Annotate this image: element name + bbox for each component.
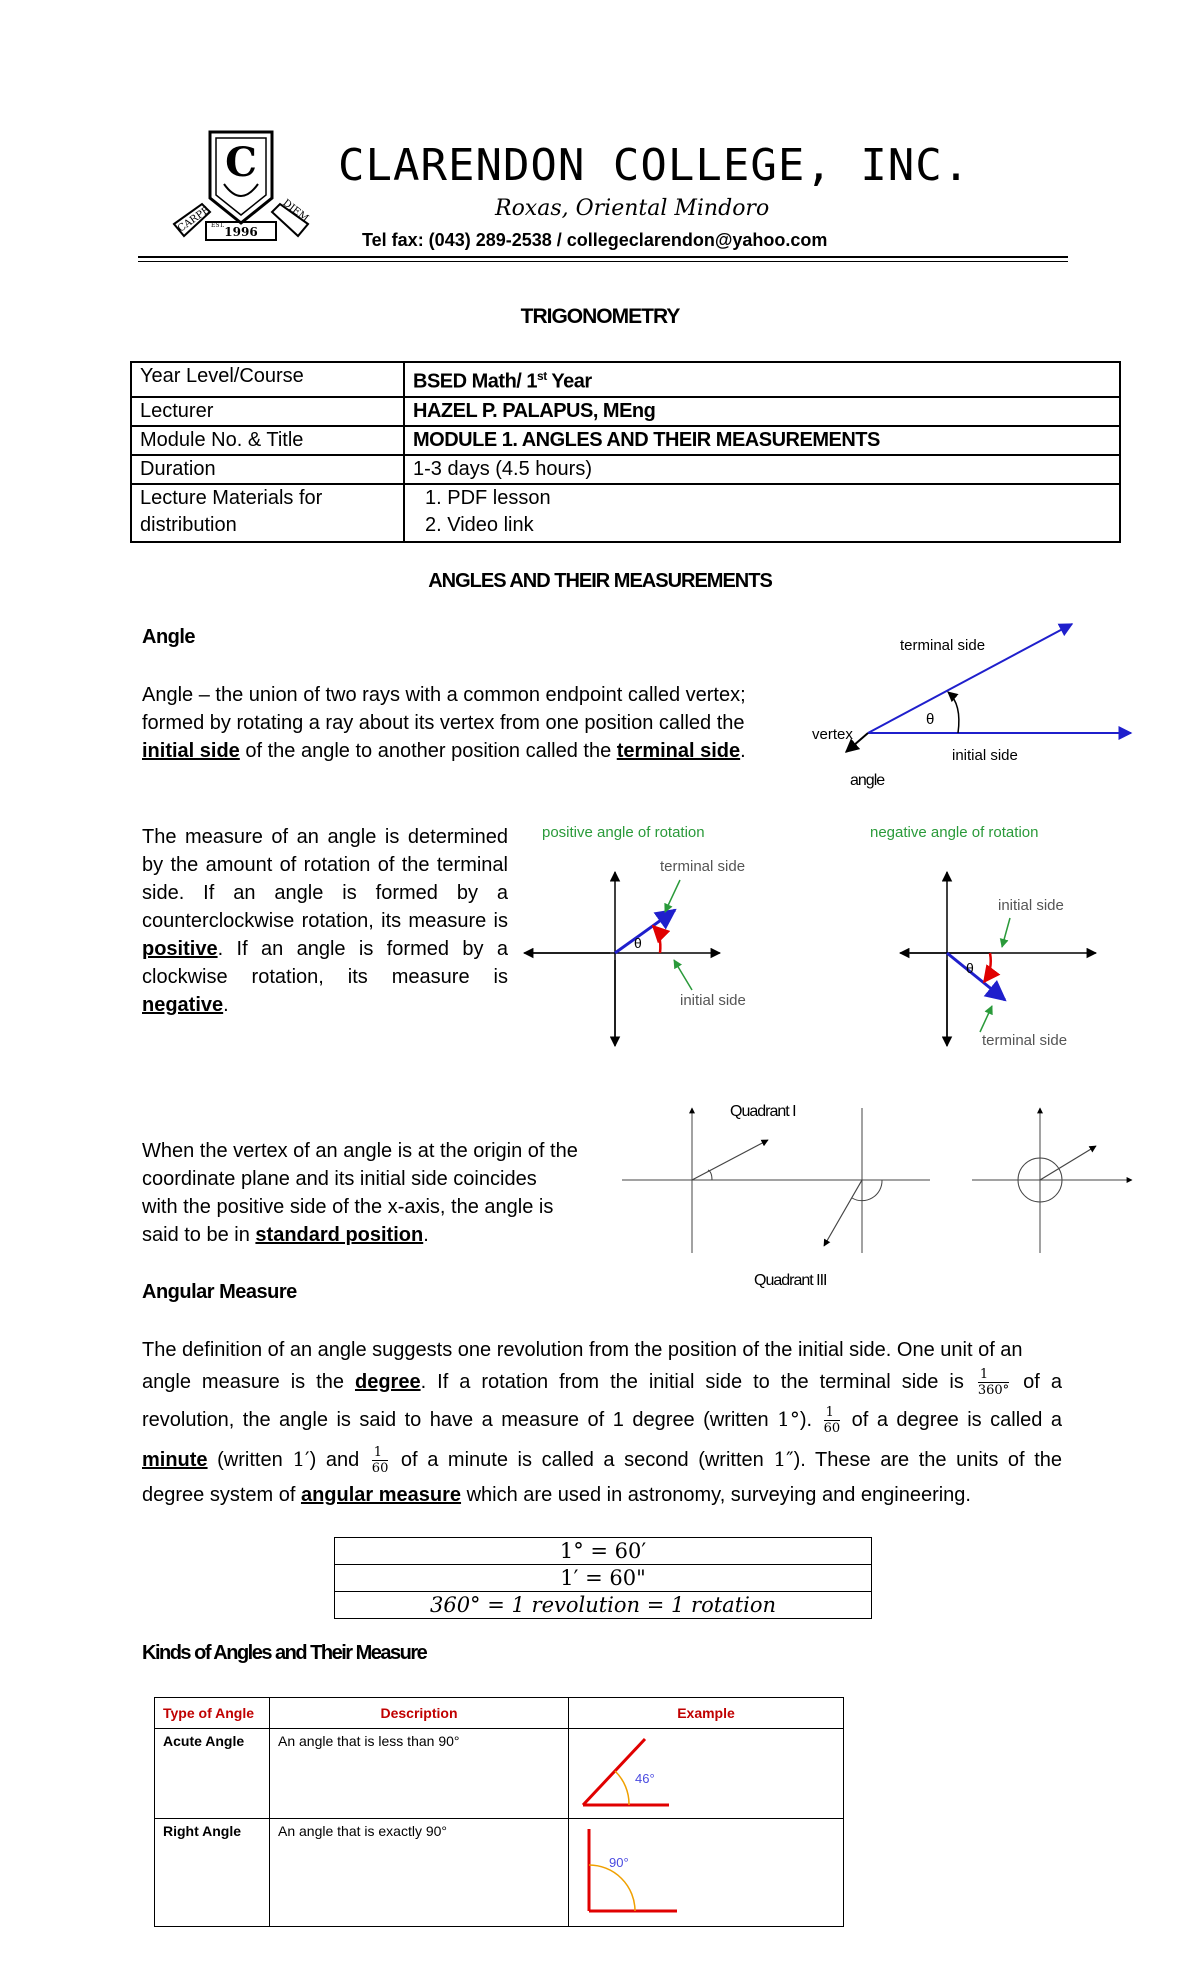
angle-def-line3 xyxy=(142,737,792,765)
angle-diagram xyxy=(806,612,1146,792)
year-level-value xyxy=(404,362,1120,397)
angular-line4 xyxy=(142,1445,1062,1481)
info-row-lecturer xyxy=(131,397,1120,426)
angular-line3-a: revolution, the angle is said to have a measure of 1 degree (written xyxy=(142,1409,778,1431)
logo-motto-right: DIEM xyxy=(280,197,311,225)
angular-measure-paragraph xyxy=(142,1336,1062,1509)
term-negative: negative xyxy=(142,994,224,1016)
term-minute: minute xyxy=(142,1449,208,1471)
neg-initial-pointer xyxy=(1002,918,1010,947)
materials-value xyxy=(404,484,1120,542)
module-label: Module No. & Title xyxy=(131,426,404,455)
fraction-1-60-b xyxy=(372,1445,389,1476)
neg-initial-label: initial side xyxy=(998,897,1064,914)
angular-line5-a: degree system of xyxy=(142,1484,301,1506)
angle-def-line1: Angle – the union of two rays with a common endpoint called vertex; xyxy=(142,684,746,706)
fraction-1-60-a-den: 60 xyxy=(823,1421,841,1437)
college-location: Roxas, Oriental Mindoro xyxy=(495,196,770,221)
pos-initial-pointer xyxy=(674,960,692,990)
fraction-1-60-b-den: 60 xyxy=(371,1461,389,1477)
angular-line4-c: of a minute is called a second (written xyxy=(391,1449,774,1471)
header-rule-thin xyxy=(138,261,1068,262)
angular-line4-b: ) and xyxy=(309,1449,369,1471)
pos-rotation-arc xyxy=(653,926,660,953)
kinds-heading: Kinds of Angles and Their Measure xyxy=(142,1642,427,1664)
angular-line3-b: ). xyxy=(799,1409,821,1431)
year-level-sup: st xyxy=(537,369,547,383)
angular-line4-d: ). These are the units of the xyxy=(793,1449,1062,1471)
negative-rotation-title: negative angle of rotation xyxy=(870,824,1039,841)
fraction-1-60-a-num: 1 xyxy=(824,1405,841,1421)
logo-letter: C xyxy=(225,139,257,186)
materials-label-line1: Lecture Materials for xyxy=(140,486,323,509)
term-initial-side: initial side xyxy=(142,740,240,762)
math-1-degree: 1° xyxy=(777,1407,800,1431)
angular-line4-a: (written xyxy=(207,1449,293,1471)
course-info-table xyxy=(130,361,1121,543)
rotation-arc xyxy=(948,692,959,733)
right-example xyxy=(569,1819,844,1927)
neg-terminal-ray xyxy=(947,953,1005,1000)
info-row-year xyxy=(131,362,1120,397)
rotation-text-2: . If an angle is formed by a clockwise rotation, its measure is xyxy=(142,938,508,988)
angular-line1: The definition of an angle suggests one revolution from the position of the initial side. One unit of an xyxy=(142,1339,1023,1361)
angular-measure-heading: Angular Measure xyxy=(142,1281,297,1303)
unit-row-degree: 1° = 60′ xyxy=(335,1538,872,1565)
angular-line2 xyxy=(142,1367,1062,1405)
acute-angle-figure xyxy=(569,1729,839,1815)
module-value: MODULE 1. ANGLES AND THEIR MEASUREMENTS xyxy=(404,426,1120,455)
duration-label: Duration xyxy=(131,455,404,484)
info-row-materials xyxy=(131,484,1120,542)
neg-terminal-label: terminal side xyxy=(982,1032,1068,1049)
standard-line2: coordinate plane and its initial side coincides xyxy=(142,1168,537,1190)
math-1-second: 1″ xyxy=(773,1447,794,1471)
acute-measure-label: 46° xyxy=(635,1771,655,1786)
kinds-header-row xyxy=(155,1698,844,1729)
standard-position-paragraph xyxy=(142,1137,612,1249)
angle-def-end: . xyxy=(740,740,746,762)
lecturer-value: HAZEL P. PALAPUS, MEng xyxy=(404,397,1120,426)
college-name: CLARENDON COLLEGE, INC. xyxy=(338,140,971,191)
right-measure-label: 90° xyxy=(609,1855,629,1870)
acute-arc xyxy=(615,1771,629,1805)
sp1-terminal-ray xyxy=(692,1140,768,1180)
logo-year: 1996 xyxy=(224,225,258,239)
unit-row-minute: 1′ = 60" xyxy=(335,1565,872,1592)
positive-rotation-diagram xyxy=(520,820,820,1050)
rotation-text-1: The measure of an angle is determined by the amount of rotation of the terminal side. If an angle is formed by a counterclockwise rotation, its measure is xyxy=(142,826,508,932)
col-type-header: Type of Angle xyxy=(155,1698,270,1729)
col-description-header: Description xyxy=(270,1698,569,1729)
degree-units-table xyxy=(334,1537,872,1619)
neg-theta-label: θ xyxy=(966,960,974,976)
materials-label-line2: distribution xyxy=(140,513,237,536)
pos-terminal-pointer xyxy=(665,880,680,912)
pos-terminal-ray xyxy=(615,910,675,953)
materials-item-2: 2. Video link xyxy=(425,513,534,536)
year-level-end: Year xyxy=(546,370,592,393)
initial-side-label: initial side xyxy=(952,747,1018,764)
standard-position-diagram xyxy=(620,1098,1140,1298)
duration-value: 1-3 days (4.5 hours) xyxy=(404,455,1120,484)
pos-initial-label: initial side xyxy=(680,992,746,1009)
terminal-side-label: terminal side xyxy=(900,637,986,654)
angle-def-mid: of the angle to another position called the xyxy=(239,740,617,762)
rotation-text-3: . xyxy=(223,994,229,1016)
logo-est: EST. xyxy=(211,222,225,229)
pos-theta-label: θ xyxy=(634,935,642,951)
rotation-paragraph xyxy=(142,823,508,1019)
info-row-module xyxy=(131,426,1120,455)
vertex-label: vertex xyxy=(812,726,853,743)
angle-heading: Angle xyxy=(142,626,196,648)
angle-label: angle xyxy=(850,772,885,789)
table-row xyxy=(155,1729,844,1819)
quadrant-1-label: Quadrant I xyxy=(730,1103,796,1120)
term-degree: degree xyxy=(354,1370,421,1393)
fraction-1-360-num: 1 xyxy=(978,1367,1009,1383)
acute-type: Acute Angle xyxy=(155,1729,270,1819)
term-terminal-side: terminal side xyxy=(616,740,741,762)
neg-terminal-pointer xyxy=(980,1006,992,1032)
angle-def-line2: formed by rotating a ray about its vertex from one position called the xyxy=(142,712,745,734)
angular-line3-c: of a degree is called a xyxy=(843,1409,1062,1431)
term-angular-measure: angular measure xyxy=(300,1484,462,1506)
right-description: An angle that is exactly 90° xyxy=(270,1819,569,1927)
angle-definition xyxy=(142,681,792,765)
materials-item-1: 1. PDF lesson xyxy=(425,486,551,509)
logo-motto-left: CARPE xyxy=(175,204,213,235)
right-type: Right Angle xyxy=(155,1819,270,1927)
sp2-terminal-ray xyxy=(824,1180,862,1246)
lecturer-label: Lecturer xyxy=(131,397,404,426)
quadrant-3-label: Quadrant III xyxy=(754,1272,827,1289)
right-angle-figure xyxy=(569,1819,839,1923)
acute-example xyxy=(569,1729,844,1819)
year-level-text: BSED Math/ 1 xyxy=(413,370,538,393)
fraction-1-360 xyxy=(978,1367,1009,1398)
theta-label: θ xyxy=(926,711,935,728)
fraction-1-60-a xyxy=(824,1405,841,1436)
fraction-1-360-den: 360° xyxy=(977,1383,1010,1398)
acute-description: An angle that is less than 90° xyxy=(270,1729,569,1819)
kinds-of-angles-table xyxy=(154,1697,844,1927)
angular-line2-b: . If a rotation from the initial side to the terminal side is xyxy=(420,1370,975,1393)
standard-line3: with the positive side of the x-axis, the angle is xyxy=(142,1196,554,1218)
college-contact: Tel fax: (043) 289-2538 / collegeclarendon@yahoo.com xyxy=(362,230,828,250)
angular-line5-b: which are used in astronomy, surveying and engineering. xyxy=(461,1484,971,1506)
neg-rotation-arc xyxy=(984,953,991,982)
negative-rotation-diagram xyxy=(850,820,1150,1050)
angular-line2-a: angle measure is the xyxy=(142,1370,355,1393)
right-arc xyxy=(589,1865,635,1911)
info-row-duration xyxy=(131,455,1120,484)
unit-row-revolution: 360° = 1 revolution = 1 rotation xyxy=(335,1592,872,1619)
subject-title: TRIGONOMETRY xyxy=(520,305,680,328)
standard-line1: When the vertex of an angle is at the origin of the xyxy=(142,1140,578,1162)
materials-label xyxy=(131,484,404,542)
standard-line4 xyxy=(142,1221,612,1249)
angular-line5 xyxy=(142,1481,1062,1509)
term-standard-position: standard position xyxy=(255,1224,424,1246)
pos-terminal-label: terminal side xyxy=(660,858,746,875)
angular-line3 xyxy=(142,1405,1062,1445)
col-example-header: Example xyxy=(569,1698,844,1729)
standard-line4-end: . xyxy=(423,1224,429,1246)
header-rule xyxy=(138,256,1068,258)
table-row xyxy=(155,1819,844,1927)
positive-rotation-title: positive angle of rotation xyxy=(542,824,705,841)
year-level-label: Year Level/Course xyxy=(131,362,404,397)
college-logo xyxy=(172,128,332,246)
standard-line4-start: said to be in xyxy=(142,1224,256,1246)
sp3-terminal-ray xyxy=(1040,1146,1096,1180)
section-title: ANGLES AND THEIR MEASUREMENTS xyxy=(428,570,772,592)
math-1-minute: 1′ xyxy=(292,1447,310,1471)
angular-line2-c: of a xyxy=(1012,1370,1062,1393)
fraction-1-60-b-num: 1 xyxy=(372,1445,389,1461)
term-positive: positive xyxy=(142,938,218,960)
